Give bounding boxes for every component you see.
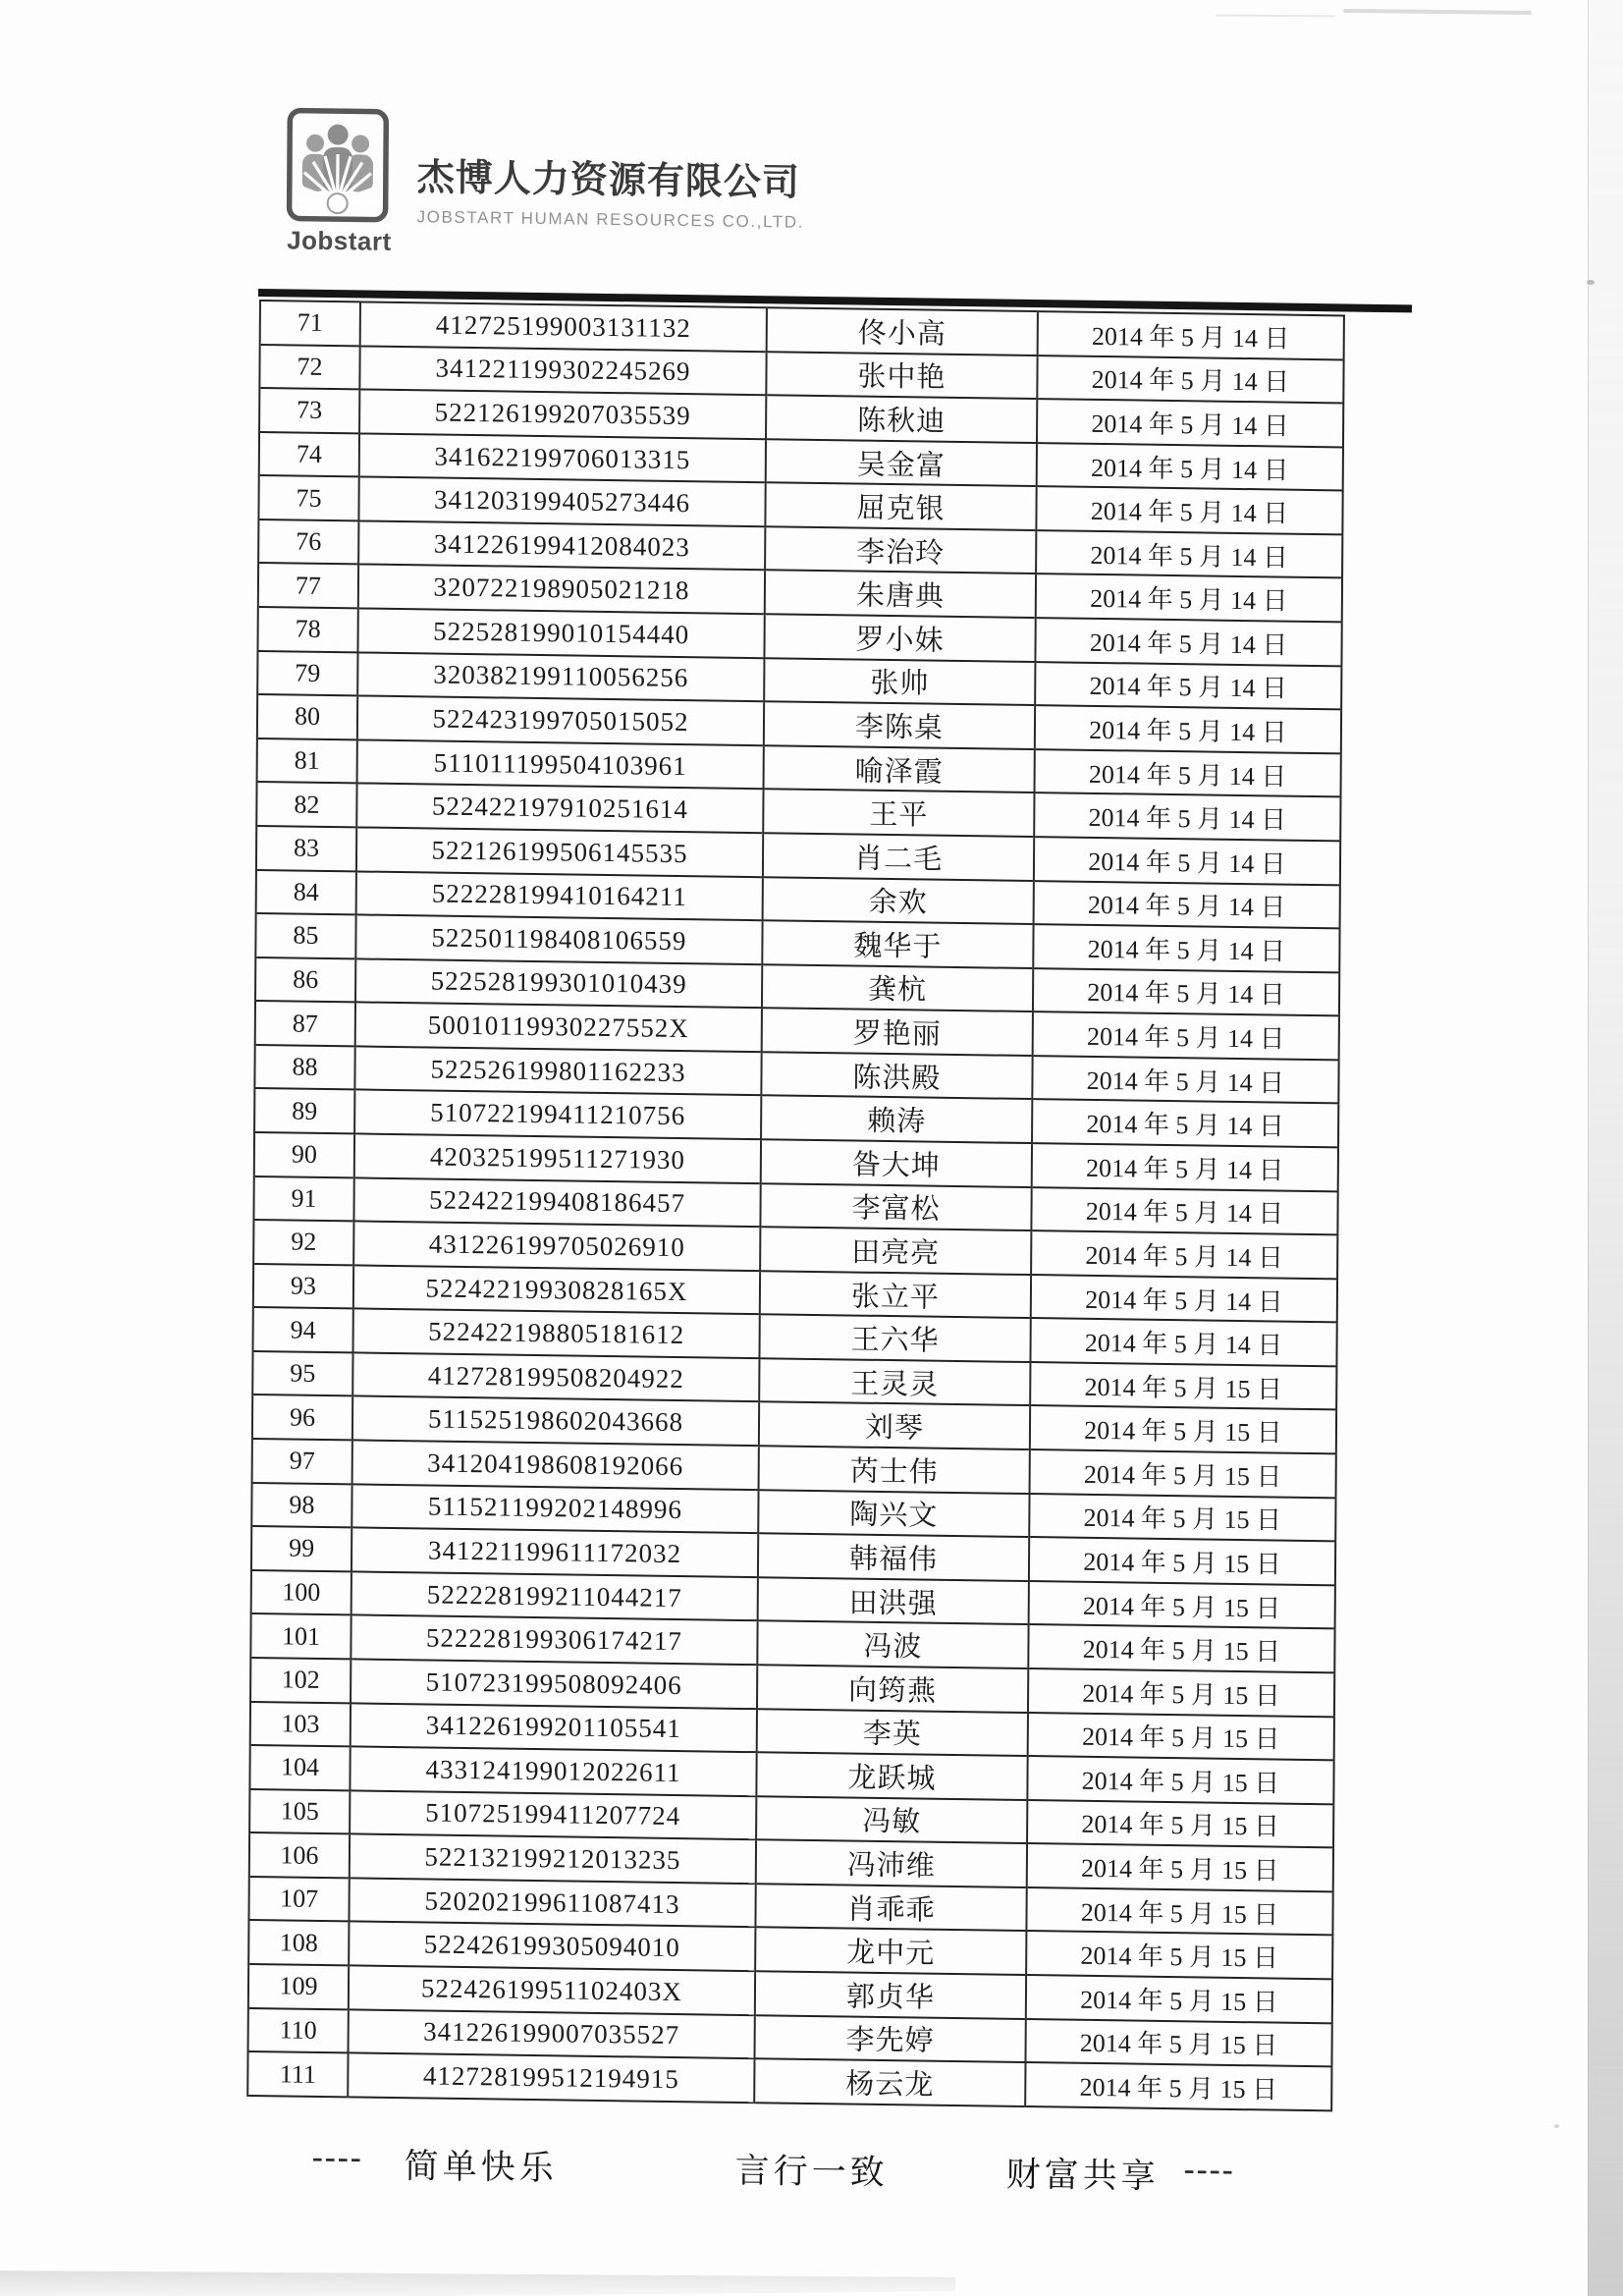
date-cell: 2014 年 5 月 14 日 [1032, 1143, 1338, 1191]
person-name-cell: 罗艳丽 [762, 1008, 1033, 1055]
row-number-cell: 90 [254, 1132, 354, 1177]
date-cell: 2014 年 5 月 15 日 [1025, 2019, 1331, 2067]
id-number-cell: 431226199705026910 [353, 1222, 760, 1271]
date-cell: 2014 年 5 月 14 日 [1038, 311, 1344, 359]
id-number-cell: 412728199508204922 [352, 1352, 759, 1401]
id-number-cell: 341221199611172032 [352, 1528, 758, 1577]
scan-smudge-top [1343, 9, 1532, 15]
row-number-cell: 105 [249, 1789, 350, 1834]
person-name-cell: 魏华于 [762, 920, 1033, 967]
row-number-cell: 95 [252, 1351, 352, 1396]
row-number-cell: 98 [251, 1483, 352, 1528]
id-number-cell: 522501198408106559 [355, 915, 762, 964]
id-number-cell: 320722198905021218 [358, 565, 765, 614]
id-number-cell: 522528199010154440 [357, 608, 764, 657]
person-name-cell: 陈秋迪 [766, 395, 1037, 442]
person-name-cell: 李陈桌 [764, 701, 1035, 748]
roster-table-body [247, 301, 1344, 2110]
date-cell: 2014 年 5 月 15 日 [1027, 1843, 1333, 1891]
row-number-cell: 94 [253, 1307, 353, 1352]
person-name-cell: 佟小高 [767, 307, 1038, 355]
date-cell: 2014 年 5 月 14 日 [1034, 881, 1340, 929]
jobstart-people-sunburst-icon [286, 106, 391, 225]
date-cell: 2014 年 5 月 14 日 [1032, 1056, 1338, 1104]
person-name-cell: 郭贞华 [755, 1971, 1026, 2018]
id-number-cell: 341226199412084023 [358, 520, 765, 570]
date-cell: 2014 年 5 月 15 日 [1029, 1581, 1335, 1629]
id-number-cell: 341226199007035527 [349, 2009, 755, 2058]
id-number-cell: 510725199411207724 [350, 1790, 756, 1839]
date-cell: 2014 年 5 月 15 日 [1027, 1756, 1333, 1804]
id-number-cell: 341226199201105541 [351, 1703, 757, 1752]
id-number-cell: 341622199706013315 [359, 433, 766, 482]
date-cell: 2014 年 5 月 15 日 [1028, 1713, 1334, 1761]
id-number-cell: 511521199202148996 [352, 1484, 758, 1533]
person-name-cell: 王六华 [759, 1314, 1030, 1361]
row-number-cell: 103 [250, 1701, 351, 1746]
date-cell: 2014 年 5 月 14 日 [1034, 793, 1340, 841]
date-cell: 2014 年 5 月 14 日 [1035, 618, 1341, 666]
row-number-cell: 76 [258, 519, 358, 565]
row-number-cell: 85 [255, 913, 355, 958]
id-number-cell: 341221199302245269 [359, 346, 766, 395]
footer-slogans [0, 2133, 1610, 2205]
id-number-cell: 522132199212013235 [350, 1834, 756, 1884]
person-name-cell: 吴金富 [766, 439, 1037, 486]
id-number-cell: 511011199504103961 [357, 739, 764, 789]
person-name-cell: 李富松 [760, 1183, 1031, 1230]
row-number-cell: 100 [251, 1570, 352, 1615]
person-name-cell: 李英 [757, 1709, 1028, 1756]
row-number-cell: 107 [248, 1877, 349, 1922]
date-cell: 2014 年 5 月 14 日 [1031, 1230, 1337, 1279]
row-number-cell: 80 [257, 694, 357, 739]
person-name-cell: 陶兴文 [758, 1490, 1029, 1537]
row-number-cell: 77 [258, 563, 358, 608]
company-logo [285, 106, 394, 257]
id-number-cell: 522126199207035539 [359, 390, 766, 439]
row-number-cell: 97 [252, 1439, 352, 1484]
date-cell: 2014 年 5 月 14 日 [1031, 1187, 1337, 1235]
date-cell: 2014 年 5 月 14 日 [1033, 924, 1339, 972]
row-number-cell: 99 [251, 1526, 352, 1571]
person-name-cell: 芮士伟 [759, 1446, 1030, 1493]
id-number-cell: 522422197910251614 [356, 784, 763, 833]
date-cell: 2014 年 5 月 14 日 [1036, 574, 1342, 623]
logo-wordmark: Jobstart [287, 225, 392, 256]
row-number-cell: 93 [253, 1264, 353, 1309]
person-name-cell: 李治玲 [765, 526, 1036, 574]
id-number-cell: 522422199408186457 [353, 1177, 760, 1227]
slogan-dashes-right: ---- [1183, 2152, 1235, 2189]
id-number-cell: 522528199301010439 [355, 958, 762, 1008]
slogan-share-wealth: 财富共享 [1005, 2155, 1160, 2196]
id-number-cell: 412725199003131132 [360, 301, 767, 351]
id-number-cell: 52242219930828165X [353, 1265, 760, 1314]
id-number-cell: 341204198608192066 [352, 1440, 759, 1489]
row-number-cell: 75 [258, 475, 358, 520]
id-number-cell: 522423199705015052 [357, 696, 764, 745]
date-cell: 2014 年 5 月 15 日 [1030, 1449, 1336, 1498]
person-name-cell: 屈克银 [765, 483, 1036, 530]
id-number-cell: 412728199512194915 [348, 2053, 754, 2104]
person-name-cell: 刘琴 [759, 1402, 1030, 1449]
row-number-cell: 81 [257, 738, 357, 784]
date-cell: 2014 年 5 月 15 日 [1025, 2062, 1331, 2110]
person-name-cell: 冯敏 [756, 1796, 1027, 1843]
person-name-cell: 余欢 [763, 877, 1034, 924]
person-name-cell: 陈洪殿 [761, 1052, 1032, 1099]
row-number-cell: 109 [248, 1964, 349, 2009]
row-number-cell: 102 [250, 1658, 351, 1703]
row-number-cell: 86 [255, 957, 355, 1003]
date-cell: 2014 年 5 月 14 日 [1032, 1099, 1338, 1147]
date-cell: 2014 年 5 月 14 日 [1033, 968, 1339, 1016]
date-cell: 2014 年 5 月 15 日 [1029, 1537, 1335, 1585]
person-name-cell: 罗小妹 [764, 614, 1035, 661]
id-number-cell: 522126199506145535 [356, 827, 763, 876]
person-name-cell: 张立平 [760, 1271, 1031, 1318]
company-name-zh: 杰博人力资源有限公司 [416, 157, 801, 204]
date-cell: 2014 年 5 月 15 日 [1028, 1624, 1334, 1672]
date-cell: 2014 年 5 月 15 日 [1029, 1494, 1335, 1542]
id-number-cell: 522228199211044217 [352, 1571, 758, 1620]
id-number-cell: 522228199410164211 [356, 871, 763, 920]
row-number-cell: 101 [250, 1613, 351, 1659]
date-cell: 2014 年 5 月 14 日 [1037, 355, 1343, 404]
company-name-en: JOBSTART HUMAN RESOURCES CO.,LTD. [416, 207, 805, 232]
row-number-cell: 82 [256, 782, 356, 827]
person-name-cell: 李先婷 [755, 2015, 1026, 2062]
row-number-cell: 84 [256, 870, 356, 915]
row-number-cell: 89 [254, 1088, 354, 1133]
id-number-cell: 52242619951102403X [349, 1965, 755, 2014]
person-name-cell: 冯沛维 [756, 1839, 1027, 1886]
date-cell: 2014 年 5 月 14 日 [1034, 837, 1340, 885]
person-name-cell: 张中艳 [766, 352, 1037, 399]
row-number-cell: 74 [259, 432, 359, 477]
person-name-cell: 龙跃城 [756, 1752, 1027, 1799]
id-number-cell: 420325199511271930 [354, 1133, 761, 1182]
id-number-cell: 522228199306174217 [351, 1615, 757, 1665]
id-number-cell: 50010119930227552X [355, 1003, 762, 1052]
person-name-cell: 喻泽霞 [764, 745, 1035, 793]
date-cell: 2014 年 5 月 14 日 [1036, 530, 1342, 578]
id-number-cell: 522426199305094010 [349, 1922, 755, 1971]
person-name-cell: 王灵灵 [759, 1358, 1030, 1405]
person-name-cell: 肖二毛 [763, 833, 1034, 880]
date-cell: 2014 年 5 月 14 日 [1030, 1318, 1336, 1366]
date-cell: 2014 年 5 月 14 日 [1035, 662, 1341, 710]
row-number-cell: 87 [255, 1001, 355, 1046]
person-name-cell: 昝大坤 [761, 1139, 1032, 1186]
date-cell: 2014 年 5 月 15 日 [1026, 1887, 1332, 1936]
person-name-cell: 杨云龙 [754, 2058, 1025, 2106]
roster-table [246, 300, 1345, 2111]
row-number-cell: 108 [248, 1920, 349, 1965]
person-name-cell: 向筠燕 [757, 1665, 1028, 1712]
date-cell: 2014 年 5 月 14 日 [1033, 1011, 1339, 1060]
company-name-block [417, 146, 805, 233]
row-number-cell: 106 [249, 1832, 350, 1878]
date-cell: 2014 年 5 月 14 日 [1035, 705, 1341, 753]
date-cell: 2014 年 5 月 15 日 [1027, 1800, 1333, 1848]
id-number-cell: 522422198805181612 [353, 1309, 760, 1358]
person-name-cell: 韩福伟 [758, 1533, 1029, 1580]
date-cell: 2014 年 5 月 15 日 [1030, 1405, 1336, 1453]
id-number-cell: 520202199611087413 [349, 1878, 755, 1927]
row-number-cell: 83 [256, 826, 356, 871]
date-cell: 2014 年 5 月 14 日 [1037, 443, 1343, 491]
slogan-dashes-left: ---- [311, 2139, 363, 2176]
row-number-cell: 92 [253, 1220, 353, 1265]
date-cell: 2014 年 5 月 15 日 [1026, 1931, 1332, 1979]
person-name-cell: 龚杭 [762, 964, 1033, 1011]
date-cell: 2014 年 5 月 15 日 [1026, 1975, 1332, 2023]
row-number-cell: 111 [247, 2051, 348, 2097]
row-number-cell: 71 [260, 301, 360, 346]
id-number-cell: 511525198602043668 [352, 1396, 759, 1446]
row-number-cell: 91 [253, 1176, 353, 1222]
row-number-cell: 73 [259, 388, 359, 433]
date-cell: 2014 年 5 月 14 日 [1037, 399, 1343, 447]
row-number-cell: 104 [249, 1745, 350, 1790]
person-name-cell: 田洪强 [758, 1577, 1029, 1624]
id-number-cell: 510723199508092406 [351, 1659, 757, 1708]
id-number-cell: 510722199411210756 [354, 1090, 761, 1139]
row-number-cell: 110 [248, 2008, 349, 2053]
row-number-cell: 88 [254, 1045, 354, 1090]
date-cell: 2014 年 5 月 15 日 [1028, 1668, 1334, 1717]
person-name-cell: 张帅 [764, 658, 1035, 705]
slogan-words-match-deeds: 言行一致 [734, 2151, 889, 2193]
person-name-cell: 赖涛 [761, 1096, 1032, 1143]
date-cell: 2014 年 5 月 14 日 [1036, 486, 1342, 534]
person-name-cell: 田亮亮 [760, 1227, 1031, 1274]
row-number-cell: 78 [258, 607, 358, 652]
person-name-cell: 龙中元 [755, 1928, 1026, 1975]
row-number-cell: 79 [257, 651, 357, 696]
row-number-cell: 72 [259, 345, 359, 390]
person-name-cell: 朱唐典 [765, 571, 1036, 618]
id-number-cell: 341203199405273446 [358, 477, 765, 526]
id-number-cell: 433124199012022611 [350, 1746, 756, 1795]
date-cell: 2014 年 5 月 15 日 [1030, 1362, 1336, 1410]
date-cell: 2014 年 5 月 14 日 [1031, 1275, 1337, 1323]
id-number-cell: 320382199110056256 [357, 652, 764, 701]
person-name-cell: 王平 [763, 790, 1034, 837]
date-cell: 2014 年 5 月 14 日 [1035, 749, 1341, 797]
person-name-cell: 肖乖乖 [755, 1884, 1026, 1931]
person-name-cell: 冯波 [757, 1621, 1028, 1668]
row-number-cell: 96 [252, 1394, 352, 1440]
slogan-simple-happy: 简单快乐 [404, 2147, 558, 2188]
id-number-cell: 522526199801162233 [354, 1046, 761, 1095]
